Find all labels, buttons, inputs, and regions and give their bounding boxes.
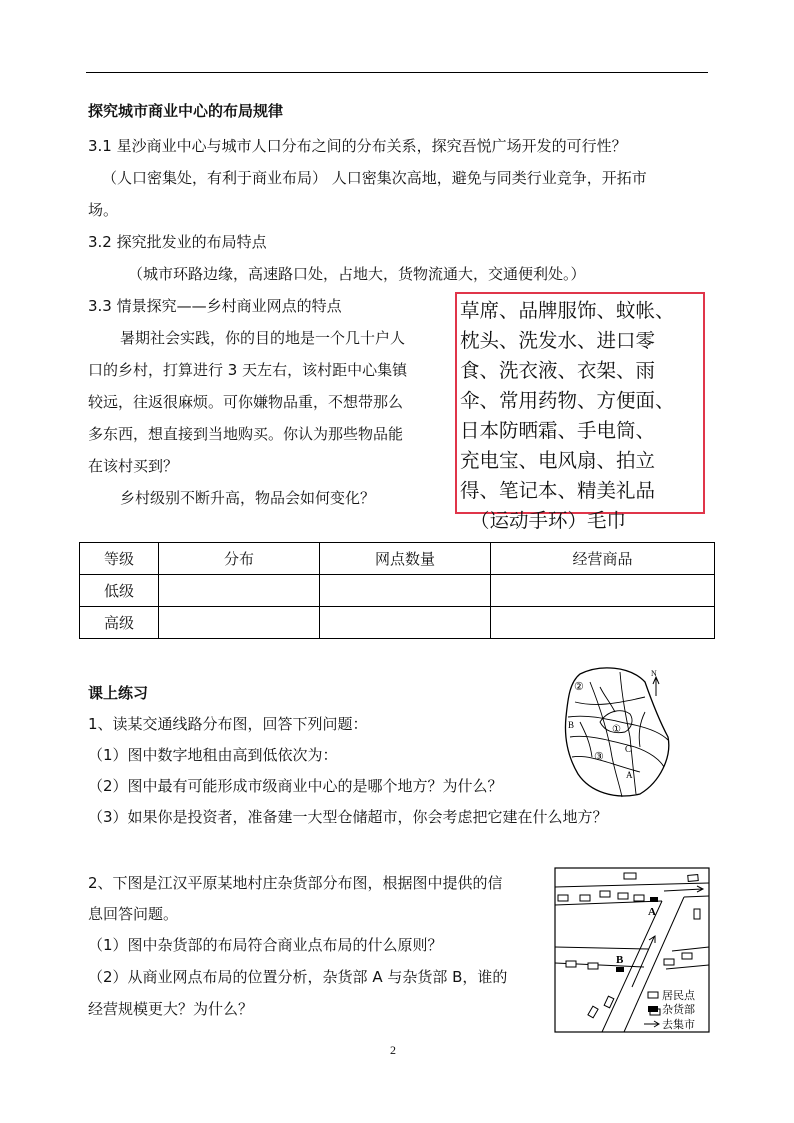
store-a-icon bbox=[650, 897, 658, 902]
table-header-row bbox=[80, 543, 715, 575]
table-cell[interactable] bbox=[491, 575, 715, 607]
table-cell[interactable] bbox=[320, 575, 491, 607]
section-title: 探究城市商业中心的布局规律 bbox=[88, 102, 284, 120]
scenario-line: 在该村买到？ bbox=[88, 457, 179, 475]
legend-store-icon bbox=[648, 1006, 658, 1012]
goods-line: 日本防晒霜、手电筒、 bbox=[460, 419, 656, 442]
legend-label: 杂货部 bbox=[662, 1004, 695, 1016]
practice-q1-2: （2）图中最有可能形成市级商业中心的是哪个地方？为什么？ bbox=[88, 777, 503, 795]
scenario-question: 乡村级别不断升高，物品会如何变化？ bbox=[120, 489, 376, 507]
village-store-map bbox=[554, 867, 710, 1035]
practice-q1-1: （1）图中数字地租由高到低依次为： bbox=[88, 746, 338, 764]
scenario-line: 较远，往返很麻烦。可你嫌物品重，不想带那么 bbox=[88, 393, 404, 411]
answer-3-2: （城市环路边缘，高速路口处，占地大，货物流通大，交通便利处。） bbox=[128, 265, 586, 283]
legend-label: 去集市 bbox=[662, 1019, 695, 1031]
table-cell[interactable] bbox=[159, 575, 320, 607]
north-label: N bbox=[651, 669, 657, 678]
practice-q2-line2: 息回答问题。 bbox=[88, 905, 179, 923]
answer-3-1-line2: 场。 bbox=[88, 201, 119, 219]
scenario-line: 多东西，想直接到当地购买。你认为那些物品能 bbox=[88, 425, 404, 443]
table-row bbox=[80, 607, 715, 639]
table-header: 等级 bbox=[80, 543, 159, 575]
table-cell: 高级 bbox=[80, 607, 159, 639]
goods-line: 得、笔记本、精美礼品 bbox=[460, 479, 656, 502]
table-row bbox=[80, 575, 715, 607]
question-3-2: 3.2 探究批发业的布局特点 bbox=[88, 233, 267, 251]
table-cell[interactable] bbox=[320, 607, 491, 639]
table-cell[interactable] bbox=[159, 607, 320, 639]
table-header: 经营商品 bbox=[491, 543, 715, 575]
question-3-3: 3.3 情景探究——乡村商业网点的特点 bbox=[88, 297, 342, 315]
map-label: B bbox=[568, 720, 575, 730]
practice-q2-2-line2: 经营规模更大？为什么？ bbox=[88, 1000, 254, 1018]
practice-q2-2-line1: （2）从商业网点布局的位置分析，杂货部 A 与杂货部 B，谁的 bbox=[88, 968, 508, 986]
scenario-line: 暑期社会实践，你的目的地是一个几十户人 bbox=[120, 329, 406, 347]
practice-q2-1: （1）图中杂货部的布局符合商业点布局的什么原则？ bbox=[88, 936, 443, 954]
traffic-route-map bbox=[560, 662, 695, 802]
map-label: C bbox=[625, 744, 632, 754]
map-label: A bbox=[626, 770, 633, 780]
goods-line: 枕头、洗发水、进口零 bbox=[460, 329, 656, 352]
grade-table bbox=[79, 542, 715, 639]
goods-list bbox=[460, 296, 704, 536]
store-b-label: B bbox=[616, 954, 624, 966]
table-cell: 低级 bbox=[80, 575, 159, 607]
question-3-1: 3.1 星沙商业中心与城市人口分布之间的分布关系，探究吾悦广场开发的可行性？ bbox=[88, 137, 627, 155]
scenario-line: 口的乡村，打算进行 3 天左右，该村距中心集镇 bbox=[88, 361, 408, 379]
practice-q1-3: （3）如果你是投资者，准备建一大型仓储超市，你会考虑把它建在什么地方？ bbox=[88, 808, 608, 826]
practice-title: 课上练习 bbox=[88, 684, 149, 702]
map-label: ② bbox=[574, 681, 584, 693]
goods-line: 食、洗衣液、衣架、雨 bbox=[460, 359, 656, 382]
goods-line: 草席、品牌服饰、蚊帐、 bbox=[460, 299, 675, 322]
table-cell[interactable] bbox=[491, 607, 715, 639]
map-label: ③ bbox=[594, 751, 604, 763]
practice-q1: 1、读某交通线路分布图，回答下列问题： bbox=[88, 715, 368, 733]
store-b-icon bbox=[616, 967, 624, 972]
goods-line: 充电宝、电风扇、拍立 bbox=[460, 449, 656, 472]
store-a-label: A bbox=[648, 906, 656, 918]
legend-house-icon bbox=[648, 992, 658, 998]
answer-3-1-line1: （人口密集处，有利于商业布局） 人口密集次高地，避免与同类行业竞争，开拓市 bbox=[102, 169, 647, 187]
practice-q2-line1: 2、下图是江汉平原某地村庄杂货部分布图，根据图中提供的信 bbox=[88, 874, 503, 892]
header-rule bbox=[86, 72, 708, 73]
goods-line: 伞、常用药物、方便面、 bbox=[460, 389, 675, 412]
map-label: ① bbox=[612, 724, 621, 735]
page-number: 2 bbox=[390, 1043, 396, 1057]
goods-line: （运动手环）毛巾 bbox=[470, 509, 627, 532]
table-header: 网点数量 bbox=[320, 543, 491, 575]
legend-label: 居民点 bbox=[662, 990, 695, 1002]
table-header: 分布 bbox=[159, 543, 320, 575]
